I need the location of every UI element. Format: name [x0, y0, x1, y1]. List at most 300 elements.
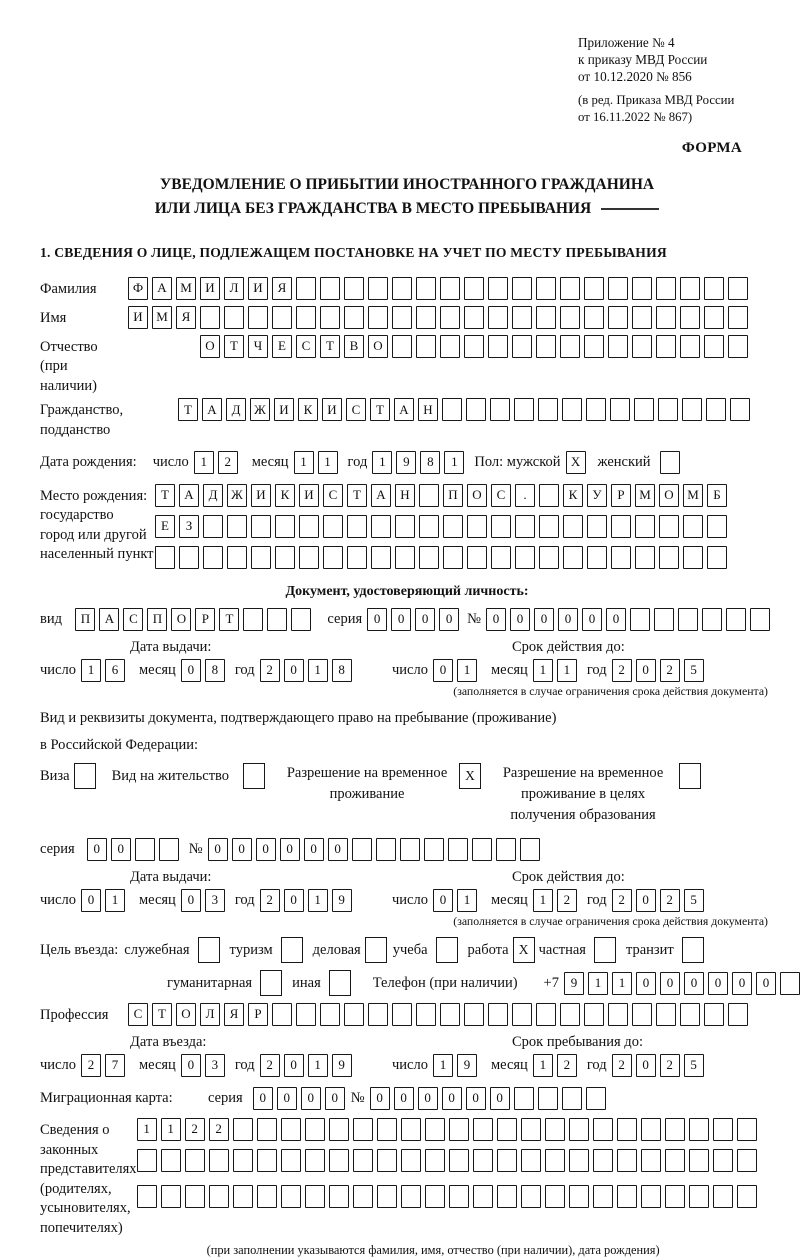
- doc-kind-boxes[interactable]: [75, 608, 315, 631]
- char-cell[interactable]: 1: [308, 659, 328, 682]
- char-cell[interactable]: [658, 398, 678, 421]
- char-cell[interactable]: И: [299, 484, 319, 507]
- char-cell[interactable]: [656, 306, 676, 329]
- char-cell[interactable]: [329, 1149, 349, 1172]
- char-cell[interactable]: [611, 546, 631, 569]
- char-cell[interactable]: [521, 1149, 541, 1172]
- char-cell[interactable]: [443, 546, 463, 569]
- char-cell[interactable]: 2: [218, 451, 238, 474]
- char-cell[interactable]: 0: [558, 608, 578, 631]
- char-cell[interactable]: [593, 1149, 613, 1172]
- char-cell[interactable]: [416, 277, 436, 300]
- char-cell[interactable]: [630, 608, 650, 631]
- char-cell[interactable]: [704, 277, 724, 300]
- char-cell[interactable]: 0: [660, 972, 680, 995]
- char-cell[interactable]: С: [123, 608, 143, 631]
- char-cell[interactable]: И: [251, 484, 271, 507]
- char-cell[interactable]: К: [298, 398, 318, 421]
- doc-expiry-day-boxes[interactable]: [433, 659, 481, 682]
- char-cell[interactable]: [305, 1149, 325, 1172]
- char-cell[interactable]: А: [152, 277, 172, 300]
- char-cell[interactable]: П: [443, 484, 463, 507]
- char-cell[interactable]: Т: [178, 398, 198, 421]
- char-cell[interactable]: [683, 515, 703, 538]
- char-cell[interactable]: [680, 306, 700, 329]
- char-cell[interactable]: [323, 515, 343, 538]
- char-cell[interactable]: [680, 277, 700, 300]
- char-cell[interactable]: [233, 1118, 253, 1141]
- char-cell[interactable]: [584, 1003, 604, 1026]
- char-cell[interactable]: [587, 515, 607, 538]
- char-cell[interactable]: [440, 277, 460, 300]
- char-cell[interactable]: П: [75, 608, 95, 631]
- char-cell[interactable]: [656, 335, 676, 358]
- char-cell[interactable]: [368, 306, 388, 329]
- char-cell[interactable]: [641, 1185, 661, 1208]
- char-cell[interactable]: 2: [612, 659, 632, 682]
- char-cell[interactable]: [608, 277, 628, 300]
- char-cell[interactable]: [512, 306, 532, 329]
- char-cell[interactable]: [227, 515, 247, 538]
- char-cell[interactable]: [665, 1185, 685, 1208]
- char-cell[interactable]: [137, 1185, 157, 1208]
- char-cell[interactable]: [473, 1185, 493, 1208]
- char-cell[interactable]: [521, 1185, 541, 1208]
- char-cell[interactable]: [257, 1185, 277, 1208]
- char-cell[interactable]: 0: [466, 1087, 486, 1110]
- char-cell[interactable]: 0: [301, 1087, 321, 1110]
- char-cell[interactable]: Я: [272, 277, 292, 300]
- char-cell[interactable]: Л: [224, 277, 244, 300]
- char-cell[interactable]: [665, 1118, 685, 1141]
- char-cell[interactable]: [737, 1149, 757, 1172]
- purpose-humanitarian-checkbox[interactable]: [260, 970, 282, 996]
- char-cell[interactable]: 1: [588, 972, 608, 995]
- res-expiry-year-boxes[interactable]: [612, 889, 708, 912]
- char-cell[interactable]: [344, 306, 364, 329]
- char-cell[interactable]: [702, 608, 722, 631]
- char-cell[interactable]: [584, 335, 604, 358]
- char-cell[interactable]: [203, 546, 223, 569]
- char-cell[interactable]: [536, 277, 556, 300]
- char-cell[interactable]: [272, 1003, 292, 1026]
- char-cell[interactable]: [257, 1118, 277, 1141]
- representatives-row1-boxes[interactable]: [137, 1118, 761, 1141]
- char-cell[interactable]: [497, 1149, 517, 1172]
- char-cell[interactable]: Ж: [250, 398, 270, 421]
- char-cell[interactable]: [593, 1118, 613, 1141]
- char-cell[interactable]: [780, 972, 800, 995]
- char-cell[interactable]: 0: [181, 889, 201, 912]
- char-cell[interactable]: [137, 1149, 157, 1172]
- char-cell[interactable]: 2: [260, 889, 280, 912]
- char-cell[interactable]: 0: [253, 1087, 273, 1110]
- char-cell[interactable]: Я: [224, 1003, 244, 1026]
- doc-issue-month-boxes[interactable]: [181, 659, 229, 682]
- char-cell[interactable]: [344, 1003, 364, 1026]
- char-cell[interactable]: [376, 838, 396, 861]
- char-cell[interactable]: 0: [391, 608, 411, 631]
- char-cell[interactable]: [416, 306, 436, 329]
- res-issue-year-boxes[interactable]: [260, 889, 356, 912]
- char-cell[interactable]: [200, 306, 220, 329]
- purpose-transit-checkbox[interactable]: [682, 937, 704, 963]
- char-cell[interactable]: 2: [209, 1118, 229, 1141]
- migration-number-boxes[interactable]: [370, 1087, 610, 1110]
- char-cell[interactable]: [473, 1149, 493, 1172]
- char-cell[interactable]: П: [147, 608, 167, 631]
- res-issue-day-boxes[interactable]: [81, 889, 129, 912]
- char-cell[interactable]: [563, 546, 583, 569]
- char-cell[interactable]: 2: [260, 1054, 280, 1077]
- char-cell[interactable]: [689, 1118, 709, 1141]
- char-cell[interactable]: [593, 1185, 613, 1208]
- char-cell[interactable]: [323, 546, 343, 569]
- char-cell[interactable]: [401, 1118, 421, 1141]
- purpose-other-checkbox[interactable]: [329, 970, 351, 996]
- char-cell[interactable]: 0: [636, 972, 656, 995]
- char-cell[interactable]: Н: [418, 398, 438, 421]
- doc-expiry-year-boxes[interactable]: [612, 659, 708, 682]
- char-cell[interactable]: [320, 306, 340, 329]
- birthplace-row1-boxes[interactable]: [155, 484, 731, 507]
- char-cell[interactable]: [233, 1149, 253, 1172]
- char-cell[interactable]: 5: [684, 1054, 704, 1077]
- char-cell[interactable]: [442, 398, 462, 421]
- char-cell[interactable]: [515, 546, 535, 569]
- char-cell[interactable]: [443, 515, 463, 538]
- char-cell[interactable]: 2: [81, 1054, 101, 1077]
- char-cell[interactable]: [291, 608, 311, 631]
- doc-series-boxes[interactable]: [367, 608, 463, 631]
- char-cell[interactable]: [416, 335, 436, 358]
- char-cell[interactable]: 5: [684, 889, 704, 912]
- char-cell[interactable]: [267, 608, 287, 631]
- char-cell[interactable]: [224, 306, 244, 329]
- char-cell[interactable]: [635, 515, 655, 538]
- char-cell[interactable]: 1: [533, 889, 553, 912]
- char-cell[interactable]: [243, 608, 263, 631]
- char-cell[interactable]: [251, 515, 271, 538]
- char-cell[interactable]: [320, 1003, 340, 1026]
- char-cell[interactable]: [233, 1185, 253, 1208]
- char-cell[interactable]: У: [587, 484, 607, 507]
- res-expiry-month-boxes[interactable]: [533, 889, 581, 912]
- char-cell[interactable]: [641, 1149, 661, 1172]
- char-cell[interactable]: Ф: [128, 277, 148, 300]
- char-cell[interactable]: 0: [490, 1087, 510, 1110]
- representatives-row3-boxes[interactable]: [137, 1185, 761, 1208]
- char-cell[interactable]: [730, 398, 750, 421]
- char-cell[interactable]: 8: [332, 659, 352, 682]
- char-cell[interactable]: [520, 838, 540, 861]
- char-cell[interactable]: 6: [105, 659, 125, 682]
- char-cell[interactable]: 2: [660, 659, 680, 682]
- char-cell[interactable]: [371, 515, 391, 538]
- char-cell[interactable]: 0: [486, 608, 506, 631]
- char-cell[interactable]: Л: [200, 1003, 220, 1026]
- char-cell[interactable]: 9: [564, 972, 584, 995]
- char-cell[interactable]: [632, 306, 652, 329]
- char-cell[interactable]: [713, 1118, 733, 1141]
- char-cell[interactable]: [419, 484, 439, 507]
- temp-residence-edu-checkbox[interactable]: [679, 763, 701, 789]
- char-cell[interactable]: Т: [155, 484, 175, 507]
- char-cell[interactable]: [305, 1185, 325, 1208]
- char-cell[interactable]: [135, 838, 155, 861]
- char-cell[interactable]: [539, 515, 559, 538]
- char-cell[interactable]: [488, 1003, 508, 1026]
- res-issue-month-boxes[interactable]: [181, 889, 229, 912]
- char-cell[interactable]: [728, 1003, 748, 1026]
- char-cell[interactable]: [536, 335, 556, 358]
- char-cell[interactable]: [251, 546, 271, 569]
- char-cell[interactable]: 8: [205, 659, 225, 682]
- char-cell[interactable]: В: [344, 335, 364, 358]
- char-cell[interactable]: [159, 838, 179, 861]
- char-cell[interactable]: М: [152, 306, 172, 329]
- char-cell[interactable]: [706, 398, 726, 421]
- char-cell[interactable]: Т: [224, 335, 244, 358]
- char-cell[interactable]: 0: [181, 659, 201, 682]
- char-cell[interactable]: 0: [418, 1087, 438, 1110]
- char-cell[interactable]: [728, 335, 748, 358]
- entry-year-boxes[interactable]: [260, 1054, 356, 1077]
- char-cell[interactable]: А: [179, 484, 199, 507]
- char-cell[interactable]: [514, 398, 534, 421]
- char-cell[interactable]: [560, 277, 580, 300]
- res-series-boxes[interactable]: [87, 838, 183, 861]
- char-cell[interactable]: 0: [280, 838, 300, 861]
- birth-day-boxes[interactable]: [194, 451, 242, 474]
- char-cell[interactable]: 0: [636, 1054, 656, 1077]
- char-cell[interactable]: 9: [332, 889, 352, 912]
- char-cell[interactable]: [682, 398, 702, 421]
- char-cell[interactable]: [545, 1149, 565, 1172]
- char-cell[interactable]: 0: [87, 838, 107, 861]
- char-cell[interactable]: 1: [308, 889, 328, 912]
- char-cell[interactable]: [704, 306, 724, 329]
- char-cell[interactable]: М: [683, 484, 703, 507]
- char-cell[interactable]: [497, 1185, 517, 1208]
- char-cell[interactable]: 9: [396, 451, 416, 474]
- char-cell[interactable]: [569, 1149, 589, 1172]
- char-cell[interactable]: [514, 1087, 534, 1110]
- stay-day-boxes[interactable]: [433, 1054, 481, 1077]
- char-cell[interactable]: Ч: [248, 335, 268, 358]
- char-cell[interactable]: 0: [708, 972, 728, 995]
- char-cell[interactable]: [707, 546, 727, 569]
- char-cell[interactable]: [617, 1149, 637, 1172]
- firstname-boxes[interactable]: [128, 306, 752, 329]
- char-cell[interactable]: Б: [707, 484, 727, 507]
- char-cell[interactable]: [689, 1185, 709, 1208]
- char-cell[interactable]: [728, 306, 748, 329]
- char-cell[interactable]: [401, 1185, 421, 1208]
- char-cell[interactable]: 1: [372, 451, 392, 474]
- char-cell[interactable]: [347, 515, 367, 538]
- purpose-study-checkbox[interactable]: [436, 937, 458, 963]
- char-cell[interactable]: [281, 1118, 301, 1141]
- char-cell[interactable]: [545, 1185, 565, 1208]
- char-cell[interactable]: [562, 398, 582, 421]
- char-cell[interactable]: [392, 277, 412, 300]
- birth-year-boxes[interactable]: [372, 451, 468, 474]
- char-cell[interactable]: Р: [248, 1003, 268, 1026]
- char-cell[interactable]: [587, 546, 607, 569]
- char-cell[interactable]: [281, 1149, 301, 1172]
- char-cell[interactable]: [305, 1118, 325, 1141]
- char-cell[interactable]: [377, 1185, 397, 1208]
- surname-boxes[interactable]: [128, 277, 752, 300]
- birthplace-row2-boxes[interactable]: [155, 515, 731, 538]
- char-cell[interactable]: [425, 1149, 445, 1172]
- char-cell[interactable]: 0: [439, 608, 459, 631]
- char-cell[interactable]: [296, 277, 316, 300]
- char-cell[interactable]: [490, 398, 510, 421]
- entry-day-boxes[interactable]: [81, 1054, 129, 1077]
- char-cell[interactable]: [512, 1003, 532, 1026]
- char-cell[interactable]: [488, 277, 508, 300]
- purpose-business-checkbox[interactable]: [365, 937, 387, 963]
- char-cell[interactable]: 2: [612, 1054, 632, 1077]
- char-cell[interactable]: 0: [81, 889, 101, 912]
- doc-expiry-month-boxes[interactable]: [533, 659, 581, 682]
- char-cell[interactable]: [656, 1003, 676, 1026]
- char-cell[interactable]: 1: [137, 1118, 157, 1141]
- char-cell[interactable]: Р: [611, 484, 631, 507]
- char-cell[interactable]: Е: [155, 515, 175, 538]
- char-cell[interactable]: [704, 335, 724, 358]
- char-cell[interactable]: 0: [181, 1054, 201, 1077]
- char-cell[interactable]: [560, 306, 580, 329]
- char-cell[interactable]: 0: [636, 889, 656, 912]
- char-cell[interactable]: 0: [284, 1054, 304, 1077]
- char-cell[interactable]: [521, 1118, 541, 1141]
- char-cell[interactable]: 0: [433, 889, 453, 912]
- char-cell[interactable]: [400, 838, 420, 861]
- char-cell[interactable]: [401, 1149, 421, 1172]
- char-cell[interactable]: [659, 515, 679, 538]
- char-cell[interactable]: [377, 1118, 397, 1141]
- char-cell[interactable]: [632, 1003, 652, 1026]
- char-cell[interactable]: 1: [81, 659, 101, 682]
- char-cell[interactable]: 0: [284, 889, 304, 912]
- char-cell[interactable]: [539, 484, 559, 507]
- char-cell[interactable]: [275, 546, 295, 569]
- char-cell[interactable]: [634, 398, 654, 421]
- char-cell[interactable]: [515, 515, 535, 538]
- stay-year-boxes[interactable]: [612, 1054, 708, 1077]
- char-cell[interactable]: 0: [304, 838, 324, 861]
- char-cell[interactable]: 0: [433, 659, 453, 682]
- char-cell[interactable]: [353, 1185, 373, 1208]
- char-cell[interactable]: [440, 1003, 460, 1026]
- char-cell[interactable]: [449, 1149, 469, 1172]
- char-cell[interactable]: [395, 546, 415, 569]
- char-cell[interactable]: [707, 515, 727, 538]
- char-cell[interactable]: 2: [557, 1054, 577, 1077]
- char-cell[interactable]: [161, 1149, 181, 1172]
- char-cell[interactable]: [680, 1003, 700, 1026]
- char-cell[interactable]: 0: [367, 608, 387, 631]
- char-cell[interactable]: [611, 515, 631, 538]
- char-cell[interactable]: [608, 335, 628, 358]
- char-cell[interactable]: [569, 1118, 589, 1141]
- char-cell[interactable]: Т: [320, 335, 340, 358]
- char-cell[interactable]: 0: [232, 838, 252, 861]
- char-cell[interactable]: 0: [111, 838, 131, 861]
- char-cell[interactable]: [680, 335, 700, 358]
- char-cell[interactable]: [586, 1087, 606, 1110]
- char-cell[interactable]: [377, 1149, 397, 1172]
- char-cell[interactable]: О: [659, 484, 679, 507]
- char-cell[interactable]: [449, 1118, 469, 1141]
- char-cell[interactable]: [419, 515, 439, 538]
- char-cell[interactable]: [448, 838, 468, 861]
- char-cell[interactable]: [392, 335, 412, 358]
- char-cell[interactable]: [299, 515, 319, 538]
- char-cell[interactable]: [395, 515, 415, 538]
- char-cell[interactable]: [635, 546, 655, 569]
- residence-permit-checkbox[interactable]: [243, 763, 265, 789]
- char-cell[interactable]: [419, 546, 439, 569]
- char-cell[interactable]: [466, 398, 486, 421]
- purpose-official-checkbox[interactable]: [198, 937, 220, 963]
- char-cell[interactable]: 0: [370, 1087, 390, 1110]
- char-cell[interactable]: 0: [284, 659, 304, 682]
- char-cell[interactable]: [203, 515, 223, 538]
- char-cell[interactable]: [464, 277, 484, 300]
- char-cell[interactable]: 0: [208, 838, 228, 861]
- char-cell[interactable]: [368, 277, 388, 300]
- char-cell[interactable]: [488, 335, 508, 358]
- char-cell[interactable]: 0: [534, 608, 554, 631]
- migration-series-boxes[interactable]: [253, 1087, 349, 1110]
- char-cell[interactable]: [371, 546, 391, 569]
- char-cell[interactable]: [641, 1118, 661, 1141]
- temp-residence-checkbox[interactable]: X: [459, 763, 481, 789]
- char-cell[interactable]: [209, 1185, 229, 1208]
- char-cell[interactable]: С: [346, 398, 366, 421]
- char-cell[interactable]: 2: [612, 889, 632, 912]
- char-cell[interactable]: Т: [370, 398, 390, 421]
- citizenship-boxes[interactable]: [178, 398, 754, 421]
- char-cell[interactable]: 0: [277, 1087, 297, 1110]
- char-cell[interactable]: А: [371, 484, 391, 507]
- sex-male-checkbox[interactable]: X: [566, 451, 586, 474]
- char-cell[interactable]: Р: [195, 608, 215, 631]
- char-cell[interactable]: [392, 306, 412, 329]
- char-cell[interactable]: [586, 398, 606, 421]
- char-cell[interactable]: [538, 1087, 558, 1110]
- char-cell[interactable]: [539, 546, 559, 569]
- char-cell[interactable]: [161, 1185, 181, 1208]
- char-cell[interactable]: [296, 306, 316, 329]
- char-cell[interactable]: [665, 1149, 685, 1172]
- char-cell[interactable]: З: [179, 515, 199, 538]
- char-cell[interactable]: Н: [395, 484, 415, 507]
- char-cell[interactable]: 2: [660, 1054, 680, 1077]
- char-cell[interactable]: [560, 335, 580, 358]
- char-cell[interactable]: [584, 306, 604, 329]
- char-cell[interactable]: 1: [533, 1054, 553, 1077]
- char-cell[interactable]: Т: [219, 608, 239, 631]
- char-cell[interactable]: 1: [533, 659, 553, 682]
- char-cell[interactable]: [608, 1003, 628, 1026]
- char-cell[interactable]: [632, 277, 652, 300]
- char-cell[interactable]: [425, 1185, 445, 1208]
